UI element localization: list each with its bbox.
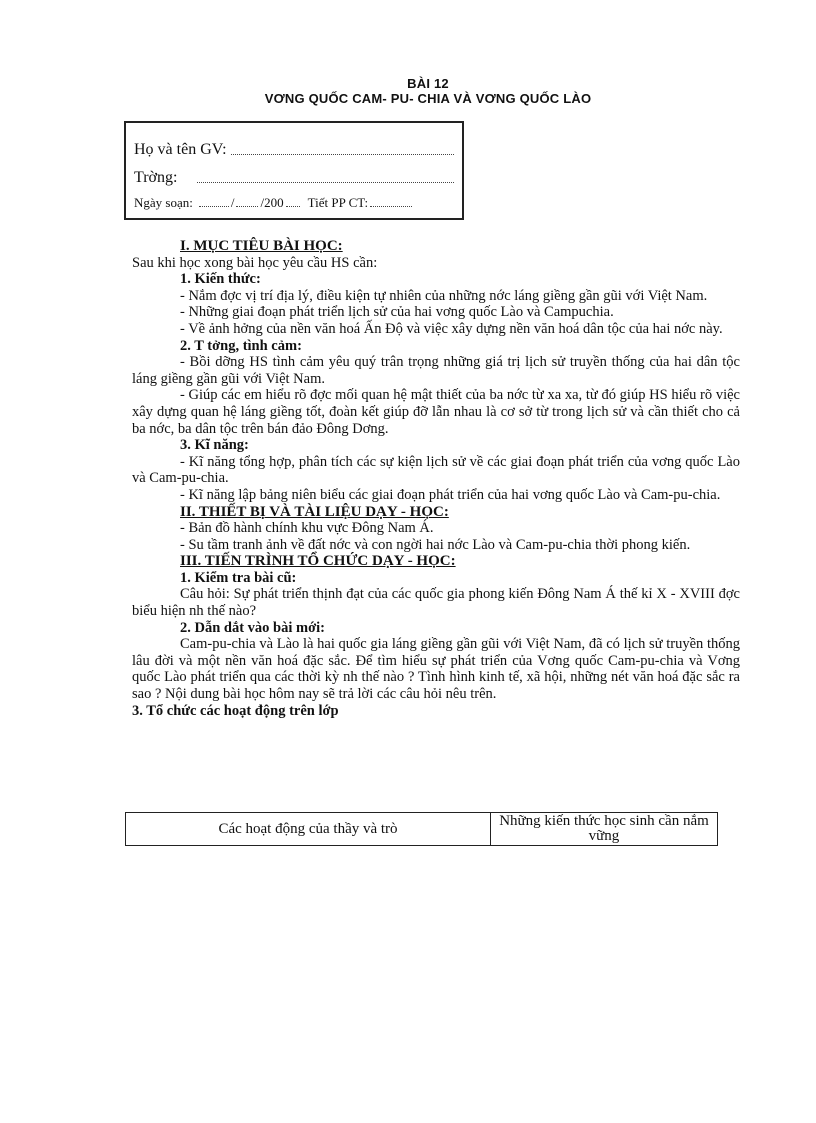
knowledge-item-3: - Về ảnh hởng của nền văn hoá Ấn Độ và việc xây dựng nền văn hoá dân tộc của hai nớc này. (180, 320, 723, 337)
date-separator: / (230, 195, 235, 210)
table-header-activities: Các hoạt động của thầy và trò (126, 813, 491, 846)
school-blank (197, 182, 454, 183)
lesson-body (132, 238, 740, 719)
period-label: Tiết PP CT: (307, 195, 369, 210)
table-header-row (126, 813, 718, 846)
date-year-blank (286, 206, 300, 207)
skills-item-2: - Kĩ năng lập bảng niên biểu các giai đoạn phát triển của hai vơng quốc Lào và Cam-pu-chia. (180, 486, 721, 503)
section-process-heading: III. TIẾN TRÌNH TỔ CHỨC DẠY - HỌC: (180, 553, 456, 570)
knowledge-item-1: - Nắm đợc vị trí địa lý, điều kiện tự nhiên của những nớc láng giềng gần gũi với Việt Nam. (180, 287, 708, 304)
date-month-blank (236, 206, 258, 207)
intro-text: Cam-pu-chia và Lào là hai quốc gia láng giềng gần gũi với Việt Nam, đã có lịch sử truyền thống lâu đời và một nền văn hoá đặc sắc. Để tìm hiểu sự phát triển của Vơng quốc Cam-pu-chia và Vơng quốc Lào phát triển qua các thời kỳ nh thế nào ? Tình hình kinh tế, xã hội, những nét văn hoá đặc sắc ra sao ? Nội dung bài học hôm nay sẽ trả lời các câu hỏi nêu trên. (132, 636, 740, 703)
lesson-header (120, 76, 736, 107)
intro-heading: 2. Dẫn dắt vào bài mới: (180, 619, 325, 636)
knowledge-heading: 1. Kiến thức: (180, 271, 261, 288)
skills-heading: 3. Kĩ năng: (180, 437, 249, 454)
objectives-intro: Sau khi học xong bài học yêu cầu HS cần: (132, 254, 378, 271)
date-label: Ngày soạn: (134, 195, 193, 210)
teacher-name-label: Họ và tên GV: (134, 141, 227, 158)
equipment-item-1: - Bản đồ hành chính khu vực Đông Nam Á. (180, 520, 434, 537)
review-question: Câu hỏi: Sự phát triển thịnh đạt của các quốc gia phong kiến Đông Nam Á thế kỉ X - XVIII đợc biểu hiện nh thế nào? (132, 586, 740, 620)
date-year-prefix: /200 (260, 195, 284, 210)
section-equipment-heading: II. THIẾT BỊ VÀ TÀI LIỆU DẠY - HỌC: (180, 503, 449, 520)
skills-item-1: - Kĩ năng tổng hợp, phân tích các sự kiện lịch sử về các giai đoạn phát triển của vơng quốc Lào và Cam-pu-chia. (132, 453, 740, 487)
table-header-knowledge (491, 813, 718, 846)
lesson-title: VƠNG QUỐC CAM- PU- CHIA VÀ VƠNG QUỐC LÀO (264, 91, 592, 106)
activities-heading: 3. Tổ chức các hoạt động trên lớp (132, 702, 339, 719)
date-day-blank (199, 206, 229, 207)
attitude-heading: 2. T tởng, tình cảm: (180, 337, 302, 354)
teacher-name-blank (231, 154, 454, 155)
table-header-knowledge-text: Những kiến thức học sinh cần nắm vững (499, 813, 709, 844)
lesson-number: BÀI 12 (407, 76, 449, 91)
equipment-item-2: - Su tầm tranh ảnh về đất nớc và con ngời hai nớc Lào và Cam-pu-chia thời phong kiến. (180, 536, 691, 553)
attitude-item-1: - Bồi dỡng HS tình cảm yêu quý trân trọng những giá trị lịch sử truyền thống của hai dân tộc láng giềng gần gũi với Việt Nam. (132, 354, 740, 387)
knowledge-item-2: - Những giai đoạn phát triển lịch sử của hai vơng quốc Lào và Campuchia. (180, 304, 614, 321)
teacher-info-box (124, 121, 464, 220)
date-row (134, 195, 454, 211)
school-label: Trờng: (134, 169, 178, 186)
section-objectives-heading: I. MỤC TIÊU BÀI HỌC: (180, 238, 343, 254)
school-row (134, 169, 454, 187)
activities-table (125, 812, 718, 846)
teacher-name-row (134, 141, 454, 159)
review-heading: 1. Kiểm tra bài cũ: (180, 569, 297, 586)
attitude-item-2: - Giúp các em hiểu rõ đợc mối quan hệ mật thiết của ba nớc từ xa xa, từ đó giúp HS hiểu rõ việc xây dựng quan hệ láng giềng tốt, đoàn kết giúp đỡ lẫn nhau là cơ sở từ trong lịch sử và cần thiết cho cả ba nớc, ba dân tộc trên bán đảo Đông Dơng. (132, 387, 740, 437)
period-blank (370, 206, 412, 207)
